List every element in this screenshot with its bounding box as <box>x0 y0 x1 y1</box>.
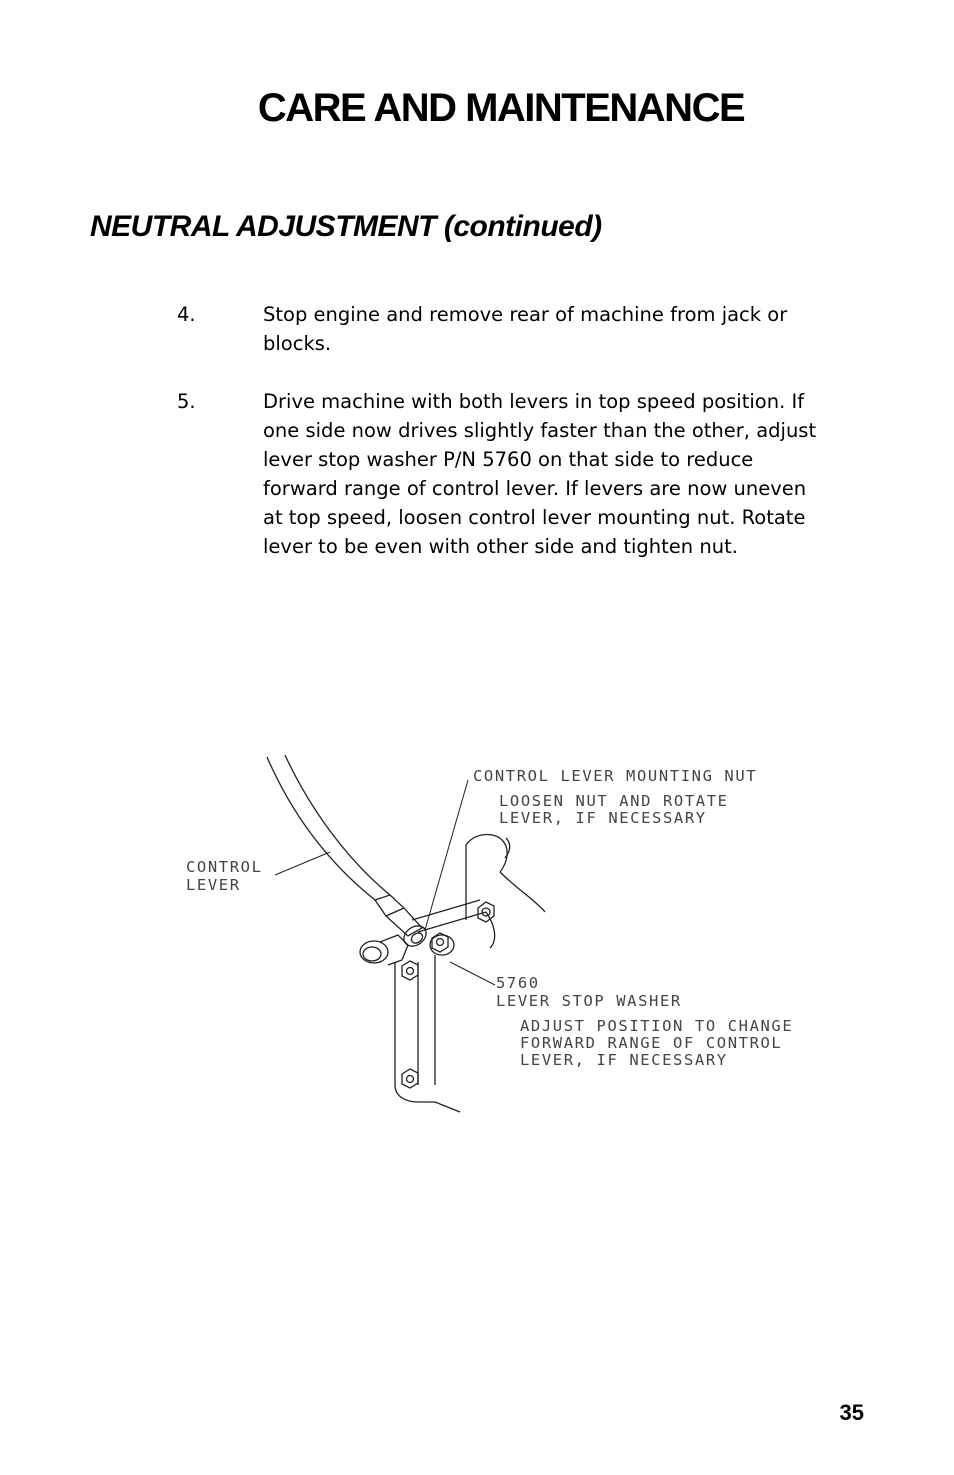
step-number: 5. <box>177 390 196 413</box>
washer-note-line-1: ADJUST POSITION TO CHANGE <box>520 1017 794 1035</box>
washer-label: LEVER STOP WASHER <box>496 992 682 1010</box>
mounting-nut-label: CONTROL LEVER MOUNTING NUT <box>473 767 758 785</box>
control-lever-label-line-2: LEVER <box>186 876 241 894</box>
washer-note-line-2: FORWARD RANGE OF CONTROL <box>520 1034 783 1052</box>
washer-part-number: 5760 <box>496 974 540 992</box>
mounting-nut-note-line-2: LEVER, IF NECESSARY <box>499 809 707 827</box>
control-lever-label-line-1: CONTROL <box>186 858 263 876</box>
washer-note-line-3: LEVER, IF NECESSARY <box>520 1051 728 1069</box>
mounting-nut-note-line-1: LOOSEN NUT AND ROTATE <box>499 792 729 810</box>
lever-adjustment-diagram <box>150 740 860 1130</box>
section-heading: NEUTRAL ADJUSTMENT (continued) <box>90 210 602 243</box>
page-number: 35 <box>839 1400 864 1425</box>
step-text: Stop engine and remove rear of machine from jack or blocks. <box>263 303 788 355</box>
step-number: 4. <box>177 303 196 326</box>
page-title: CARE AND MAINTENANCE <box>257 86 745 130</box>
step-text: Drive machine with both levers in top speed position. If one side now drives slightly faster than the other, adjust lever stop washer P/N 5760 on that side to reduce forward range of control lever. If levers are now uneven at top speed, loosen control lever mounting nut. Rotate lever to be even with other side and tighten nut. <box>263 390 817 558</box>
